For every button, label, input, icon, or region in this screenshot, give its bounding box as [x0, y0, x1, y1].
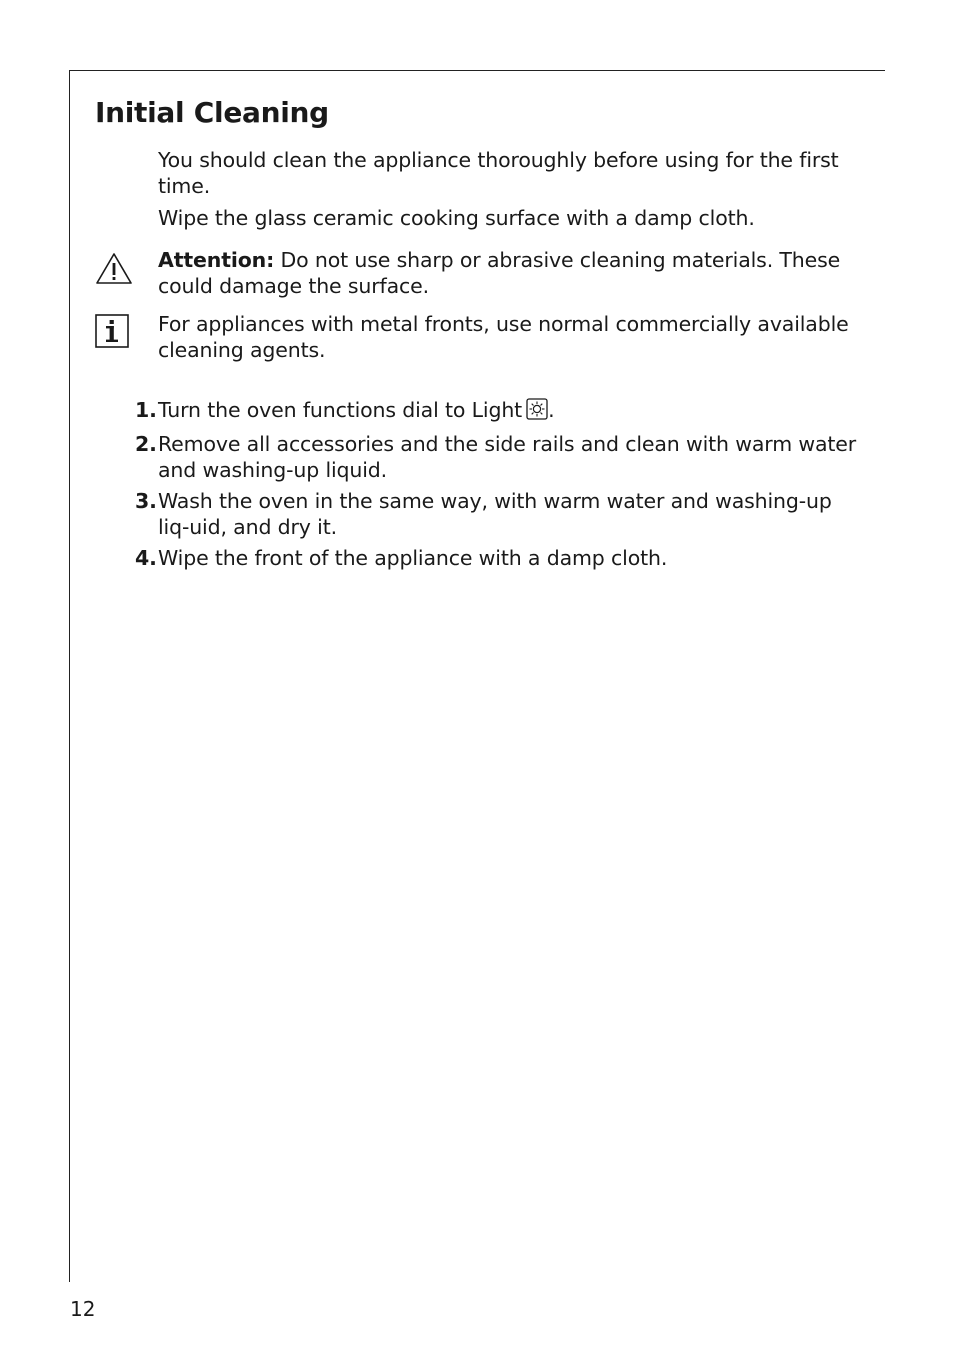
list-item — [130, 545, 860, 571]
info-icon — [95, 314, 129, 352]
list-item — [130, 488, 860, 540]
left-rule — [69, 70, 70, 1282]
step-suffix: . — [548, 398, 555, 422]
cleaning-steps — [130, 397, 860, 576]
page-title: Initial Cleaning — [95, 96, 329, 129]
intro-paragraph-2: Wipe the glass ceramic cooking surface with a damp cloth. — [158, 206, 755, 230]
list-item — [130, 397, 860, 426]
top-rule — [69, 70, 885, 71]
step-number: 1. — [135, 398, 157, 422]
step-text: Remove all accessories and the side rails and clean with warm water and washing-up liquid. — [158, 432, 857, 482]
step-number: 4. — [135, 546, 157, 570]
step-text: Turn the oven functions dial to Light — [158, 398, 523, 422]
warning-triangle-icon — [95, 252, 133, 290]
info-note: For appliances with metal fronts, use normal commercially available cleaning agents. — [158, 312, 849, 362]
attention-label: Attention: — [158, 248, 275, 272]
step-number: 2. — [135, 432, 157, 456]
light-symbol-icon — [526, 398, 548, 426]
attention-text: Do not use sharp or abrasive cleaning materials. These could damage the surface. — [158, 248, 841, 298]
page-number: 12 — [70, 1297, 96, 1321]
step-text: Wipe the front of the appliance with a damp cloth. — [158, 546, 668, 570]
intro-paragraph-1: You should clean the appliance thoroughly before using for the first time. — [158, 148, 839, 198]
attention-note — [158, 247, 858, 299]
step-text: Wash the oven in the same way, with warm water and washing-up liq-uid, and dry it. — [158, 489, 832, 539]
list-item — [130, 431, 860, 483]
step-number: 3. — [135, 489, 157, 513]
